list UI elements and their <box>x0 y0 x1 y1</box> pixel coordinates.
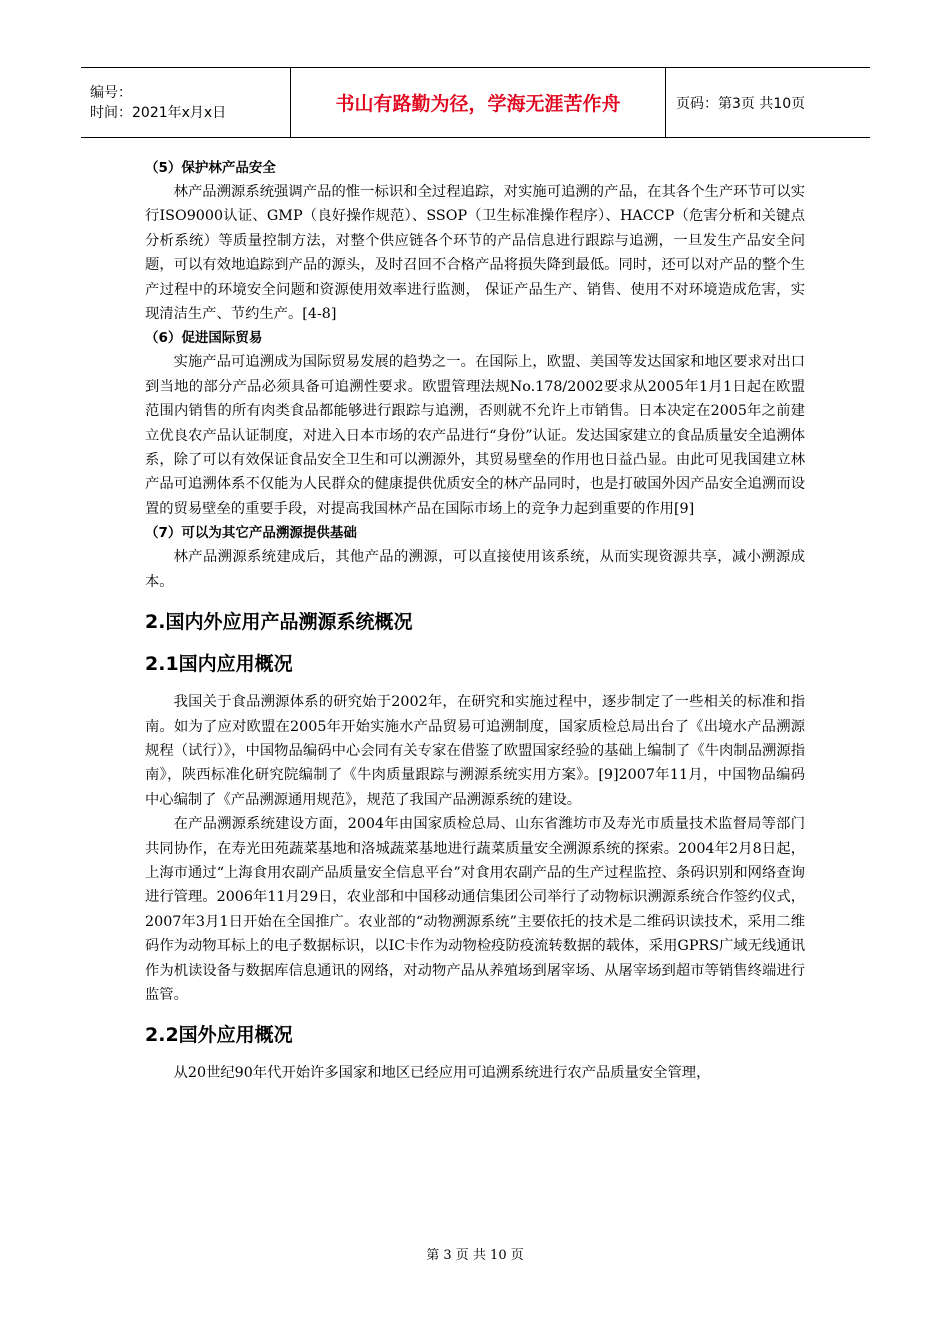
section-2-heading: 2.国内外应用产品溯源系统概况 <box>145 611 413 634</box>
subsection-5-paragraph: 林产品溯源系统强调产品的惟一标识和全过程追踪，对实施可追溯的产品，在其各个生产环节可以实行ISO9000认证、GMP（良好操作规范）、SSOP（卫生标准操作程序）、HACCP（危害分析和关键点分析系统）等质量控制方法，对整个供应链各个环节的产品信息进行跟踪与追溯，一旦发生产品安全问题，可以有效地追踪到产品的源头，及时召回不合格产品将损失降到最低。同时，还可以对产品的整个生产过程中的环境安全问题和资源使用效率进行监测， 保证产品生产、销售、使用不对环境造成危害，实现清洁生产、节约生产。[4-8] <box>145 184 805 323</box>
page-info: 页码：第3页 共10页 <box>676 95 806 112</box>
date-label: 时间：2021年x月x日 <box>90 104 227 121</box>
code-label: 编号： <box>90 84 132 101</box>
section-2-1-paragraph-2: 在产品溯源系统建设方面，2004年由国家质检总局、山东省潍坊市及寿光市质量技术监督局等部门共同协作，在寿光田苑蔬菜基地和洛城蔬菜基地进行蔬菜质量安全溯源系统的探索。2004年2月8日起，上海市通过“上海食用农副产品质量安全信息平台”对食用农副产品的生产过程监控、条码识别和网络查询进行管理。2006年11月29日，农业部和中国移动通信集团公司举行了动物标识溯源系统合作签约仪式，2007年3月1日开始在全国推广。农业部的“动物溯源系统”主要依托的技术是二维码识读技术，采用二维码作为动物耳标上的电子数据标识，以IC卡作为动物检疫防疫流转数据的载体，采用GPRS广域无线通讯作为机读设备与数据库信息通讯的网络，对动物产品从养殖场到屠宰场、从屠宰场到超市等销售终端进行监管。 <box>145 816 805 1003</box>
subsection-6-title: （6）促进国际贸易 <box>145 330 263 347</box>
header-page-cell <box>666 68 870 137</box>
subsection-6-paragraph: 实施产品可追溯成为国际贸易发展的趋势之一。在国际上，欧盟、美国等发达国家和地区要求对出口到当地的部分产品必须具备可追溯性要求。欧盟管理法规No.178/2002要求从2005年1月1日起在欧盟范围内销售的所有肉类食品都能够进行跟踪与追溯，否则就不允许上市销售。日本决定在2005年之前建立优良农产品认证制度，对进入日本市场的农产品进行“身份”认证。发达国家建立的食品质量安全追溯体系，除了可以有效保证食品安全卫生和可以溯源外，其贸易壁垒的作用也日益凸显。由此可见我国建立林产品可追溯体系不仅能为人民群众的健康提供优质安全的林产品同时，也是打破国外因产品安全追溯而设置的贸易壁垒的重要手段，对提高我国林产品在国际市场上的竞争力起到重要的作用[9] <box>145 354 805 517</box>
header-motto-cell <box>290 68 666 137</box>
header-left-cell <box>81 68 290 137</box>
section-2-2-heading: 2.2国外应用概况 <box>145 1024 293 1047</box>
motto: 书山有路勤为径，学海无涯苦作舟 <box>335 93 621 115</box>
section-2-1-paragraph-1: 我国关于食品溯源体系的研究始于2002年，在研究和实施过程中，逐步制定了一些相关的标准和指南。如为了应对欧盟在2005年开始实施水产品贸易可追溯制度，国家质检总局出台了《出境水产品溯源规程（试行）》，中国物品编码中心会同有关专家在借鉴了欧盟国家经验的基础上编制了《牛肉制品溯源指南》，陕西标准化研究院编制了《牛肉质量跟踪与溯源系统实用方案》。[9]2007年11月，中国物品编码中心编制了《产品溯源通用规范》，规范了我国产品溯源系统的建设。 <box>145 694 805 808</box>
section-2-1-heading: 2.1国内应用概况 <box>145 653 293 676</box>
page-footer: 第 3 页 共 10 页 <box>426 1248 524 1263</box>
document-body <box>145 156 805 1086</box>
subsection-7-title: （7）可以为其它产品溯源提供基础 <box>145 525 357 542</box>
header-table <box>81 67 870 138</box>
subsection-7-paragraph: 林产品溯源系统建成后，其他产品的溯源，可以直接使用该系统，从而实现资源共享，减小溯源成本。 <box>145 549 805 590</box>
subsection-5-title: （5）保护林产品安全 <box>145 160 276 176</box>
section-2-2-paragraph-1: 从20世纪90年代开始许多国家和地区已经应用可追溯系统进行农产品质量安全管理， <box>173 1065 711 1082</box>
